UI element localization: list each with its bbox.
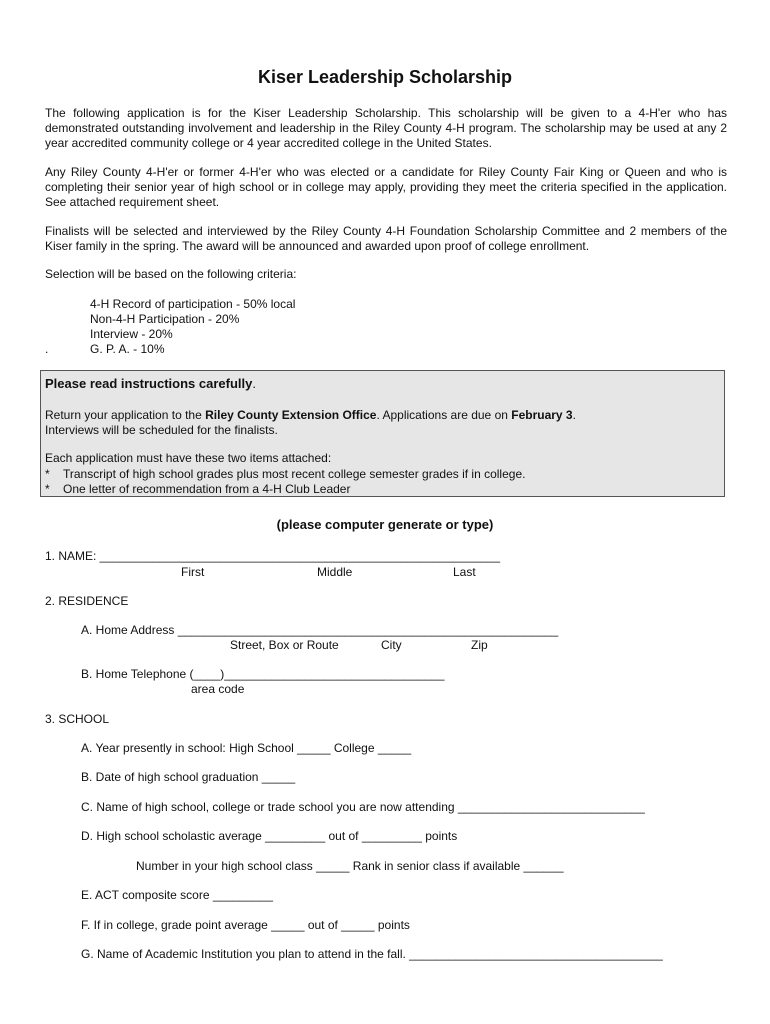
due-date: February 3	[511, 408, 573, 422]
class-rank-field[interactable]: Number in your high school class _____ Rank in senior class if available ______	[136, 859, 564, 873]
criteria-stray-mark: .	[45, 342, 49, 356]
address-label-street: Street, Box or Route	[230, 638, 339, 652]
instructions-attached-intro: Each application must have these two items attached:	[45, 451, 332, 465]
year-in-school-field[interactable]: A. Year presently in school: High School _____ College _____	[81, 741, 412, 755]
school-heading: 3. SCHOOL	[45, 712, 110, 726]
name-label-last: Last	[453, 565, 476, 579]
instructions-box	[40, 370, 725, 497]
page-title: Kiser Leadership Scholarship	[257, 67, 513, 87]
attachment-item: Transcript of high school grades plus most recent college semester grades if in college.	[63, 467, 526, 481]
residence-heading: 2. RESIDENCE	[45, 594, 129, 608]
act-score-field[interactable]: E. ACT composite score _________	[81, 888, 273, 902]
instructions-heading: Please read instructions carefully.	[45, 376, 256, 391]
intro-paragraph-4: Selection will be based on the following criteria:	[45, 267, 297, 281]
intro-paragraph-2: Any Riley County 4-H'er or former 4-H'er who was elected or a candidate for Riley County Fair King or Queen and who is completing their senior year of high school or in college may apply, providing they meet the criteria specified in the application. See attached requirement sheet.	[45, 165, 727, 209]
attachment-item: One letter of recommendation from a 4-H Club Leader	[63, 482, 351, 496]
criteria-item: Interview - 20%	[90, 327, 173, 341]
attachment-bullet: *	[45, 482, 50, 496]
criteria-item: G. P. A. - 10%	[90, 342, 165, 356]
criteria-item: 4-H Record of participation - 50% local	[90, 297, 296, 311]
current-school-field[interactable]: C. Name of high school, college or trade school you are now attending ____________________________	[81, 800, 645, 814]
academic-institution-field[interactable]: G. Name of Academic Institution you plan to attend in the fall. ______________________________________	[81, 947, 663, 961]
instructions-interviews: Interviews will be scheduled for the finalists.	[45, 423, 278, 437]
college-gpa-field[interactable]: F. If in college, grade point average _____ out of _____ points	[81, 918, 410, 932]
name-label-middle: Middle	[317, 565, 353, 579]
home-telephone-field[interactable]: B. Home Telephone (____)_________________________________	[81, 667, 445, 681]
instructions-return: Return your application to the Riley County Extension Office. Applications are due on February 3.	[45, 408, 576, 422]
graduation-date-field[interactable]: B. Date of high school graduation _____	[81, 770, 296, 784]
criteria-item: Non-4-H Participation - 20%	[90, 312, 240, 326]
intro-paragraph-1: The following application is for the Kiser Leadership Scholarship. This scholarship will be given to a 4-H'er who has demonstrated outstanding involvement and leadership in the Riley County 4-H program. The scholarship may be used at any 2 year accredited community college or 4 year accredited college in the United States.	[45, 106, 727, 150]
intro-paragraph-3: Finalists will be selected and interviewed by the Riley County 4-H Foundation Scholarship Committee and 2 members of the Kiser family in the spring. The award will be announced and awarded upon proof of college enrollment.	[45, 224, 727, 253]
scholastic-average-field[interactable]: D. High school scholastic average _________ out of _________ points	[81, 829, 458, 843]
name-field[interactable]: 1. NAME: ____________________________________________________________	[45, 549, 501, 563]
area-code-label: area code	[191, 682, 245, 696]
address-label-zip: Zip	[471, 638, 488, 652]
form-note: (please computer generate or type)	[276, 517, 494, 532]
name-label-first: First	[181, 565, 205, 579]
address-label-city: City	[381, 638, 402, 652]
extension-office: Riley County Extension Office	[205, 408, 377, 422]
home-address-field[interactable]: A. Home Address _________________________________________________________	[81, 623, 559, 637]
attachment-bullet: *	[45, 467, 50, 481]
